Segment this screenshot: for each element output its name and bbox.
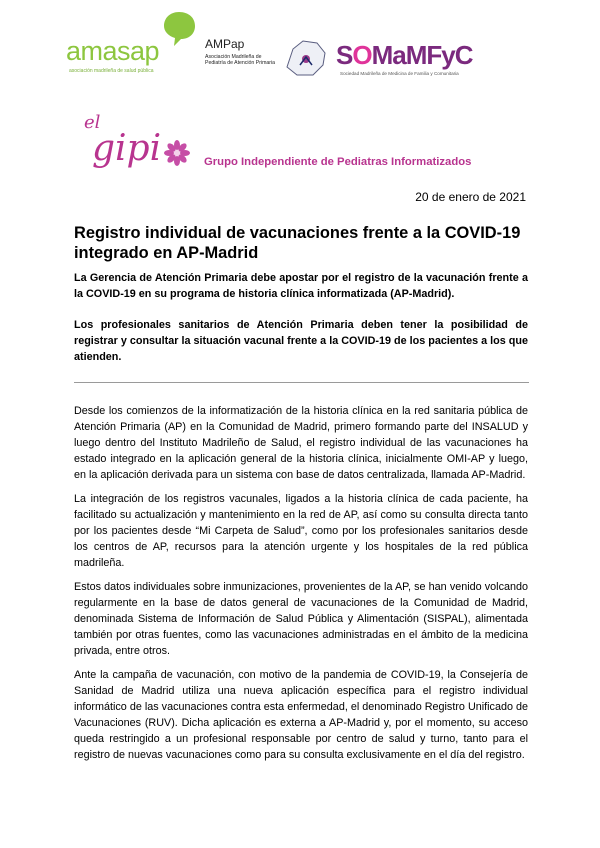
- body-paragraph: Desde los comienzos de la informatización de la historia clínica en la red sanitaria pública de Atención Primaria (AP) en la Comunidad de Madrid, primero formando parte del INSALUD y luego dentro del Instituto Madrileño de Salud, el registro individual de las vacunaciones ha estado integrado en la aplicación general de la historia clínica, inicialmente OMI-AP y luego, en la aplicación derivada para un sistema con base de datos centralizada, llamada AP-Madrid.: [74, 405, 528, 482]
- gipi-logo: [80, 112, 200, 172]
- organization-name: Grupo Independiente de Pediatras Informatizados: [204, 156, 472, 168]
- body-paragraph: La integración de los registros vacunales, ligados a la historia clínica de cada paciente, ha facilitado su actualización y mantenimiento en la red de AP, así como su consulta directa tanto por los pacientes desde “Mi Carpeta de Salud”, como por los profesionales sanitarios desde los centros de AP, recursos para la atención urgente y los hospitales de la red pública madrileña.: [74, 493, 528, 570]
- somamfyc-logo: [336, 40, 516, 84]
- lead-paragraph: La Gerencia de Atención Primaria debe apostar por el registro de la vacunación frente a la COVID-19 en su programa de historia clínica informatizada (AP-Madrid).: [74, 272, 528, 300]
- body-paragraph: Estos datos individuales sobre inmunizaciones, provenientes de la AP, se han venido volcando regularmente en la base de datos general de vacunaciones de la Comunidad de Madrid, denominada Sistema de Información de Salud Pública y Alimentación (SISPAL), alimentada también por otras fuentes, como las vacunaciones administradas en el ámbito de la medicina privada, entre otros.: [74, 581, 528, 658]
- gipi-logo-el: el: [84, 112, 101, 133]
- speech-bubble-icon: [162, 10, 196, 48]
- document-title: Registro individual de vacunaciones frente a la COVID-19 integrado en AP-Madrid: [74, 224, 521, 262]
- lead-paragraph: Los profesionales sanitarios de Atención Primaria deben tener la posibilidad de registrar y consultar la situación vacunal frente a la COVID-19 de los pacientes a los que atienden.: [74, 319, 528, 363]
- flower-icon: [164, 140, 190, 166]
- ampap-abbr: AMPap: [205, 37, 245, 51]
- body-paragraph: Ante la campaña de vacunación, con motivo de la pandemia de COVID-19, la Consejería de Sanidad de Madrid utiliza una nueva aplicación específica para el registro individual informático de las vacunaciones contra esta enfermedad, el denominado Registro Unificado de Vacunaciones (RUV). Dicha aplicación es externa a AP-Madrid y, por el momento, su acceso queda restringido a un profesional responsable por centro de salud y turno, tanto para el registro de nuevas vacunaciones como para su consulta exclusivamente en el día del registro.: [74, 669, 528, 762]
- somamfyc-tagline: Sociedad Madrileña de Medicina de Familia y Comunitaria: [340, 71, 459, 76]
- section-divider: [74, 382, 529, 383]
- somamfyc-wordmark: SOMaMFyC: [336, 40, 473, 70]
- madrid-map-icon: [283, 37, 329, 79]
- ampap-fullname: Asociación Madrileña de Pediatría de Atención Primaria: [205, 54, 276, 66]
- amasap-logo: [66, 10, 196, 76]
- gipi-logo-word: gipi: [92, 128, 162, 169]
- amasap-tagline: asociación madrileña de salud pública: [69, 68, 154, 74]
- ampap-logo: [205, 37, 330, 81]
- document-date: 20 de enero de 2021: [415, 190, 526, 204]
- amasap-wordmark: amasap: [66, 36, 160, 66]
